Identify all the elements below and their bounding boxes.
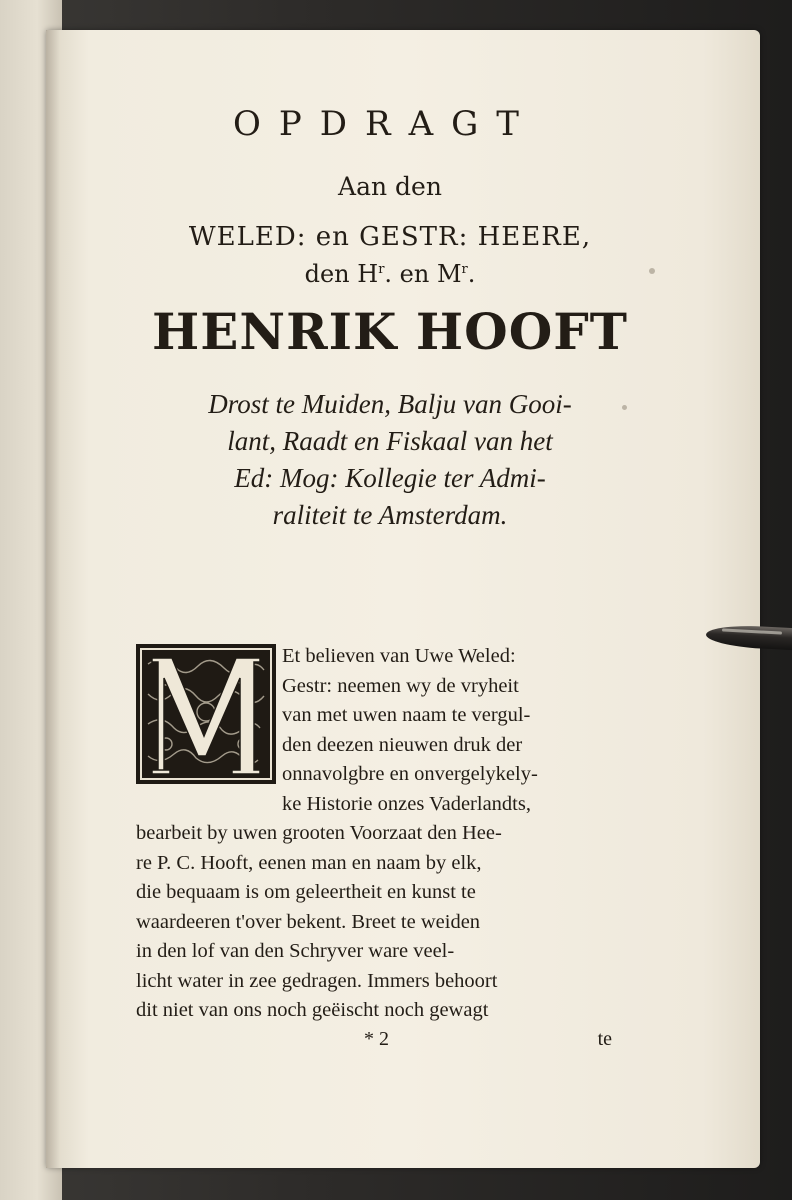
office-description <box>110 386 670 534</box>
body-line: dit niet van ons noch geëischt noch gewagt <box>136 999 489 1021</box>
body-line: ke Historie onzes Vaderlandts, <box>282 792 531 815</box>
titles-line <box>110 260 670 288</box>
body-line: waardeeren t'over bekent. Breet te weiden <box>136 910 481 933</box>
catchword: te <box>597 1028 612 1050</box>
page-footer <box>136 1028 616 1058</box>
body-line: re P. C. Hooft, eenen man en naam by elk, <box>136 851 482 874</box>
body-line: onnavolgbre en onvergelykely- <box>282 763 538 785</box>
title-suffix: . <box>467 260 476 288</box>
body-line: Et believen van Uwe Weled: <box>282 645 516 667</box>
dedicatee-name: HENRIK HOOFT <box>152 302 628 361</box>
office-line: Drost te Muiden, Balju van Gooi- <box>208 389 572 419</box>
body-line: in den lof van den Schryver ware veel- <box>136 940 455 962</box>
dedication-to-line: Aan den <box>338 172 442 201</box>
title-prefix: den H <box>304 260 379 288</box>
body-line: die bequaam is om geleertheit en kunst te <box>136 881 476 903</box>
page-heading: OPDRAGT <box>232 104 537 144</box>
body-line: licht water in zee gedragen. Immers behoort <box>136 969 498 992</box>
office-line: raliteit te Amsterdam. <box>272 500 508 530</box>
body-line: Gestr: neemen wy de vryheit <box>282 674 519 697</box>
title-middle: . en M <box>384 260 462 288</box>
body-line: bearbeit by uwen grooten Voorzaat den Hee- <box>136 822 502 844</box>
body-line: den deezen nieuwen druk der <box>282 733 523 756</box>
office-line: Ed: Mog: Kollegie ter Admi- <box>234 463 546 493</box>
title-sup-1: r <box>378 262 385 277</box>
signature-mark: * 2 <box>364 1028 389 1050</box>
title-sup-2: r <box>461 262 468 277</box>
honorific-line: WELED: en GESTR: HEERE, <box>188 222 592 252</box>
decorated-initial-m-icon <box>136 644 276 784</box>
office-line: lant, Raadt en Fiskaal van het <box>227 426 553 456</box>
body-line: van met uwen naam te vergul- <box>282 704 531 726</box>
